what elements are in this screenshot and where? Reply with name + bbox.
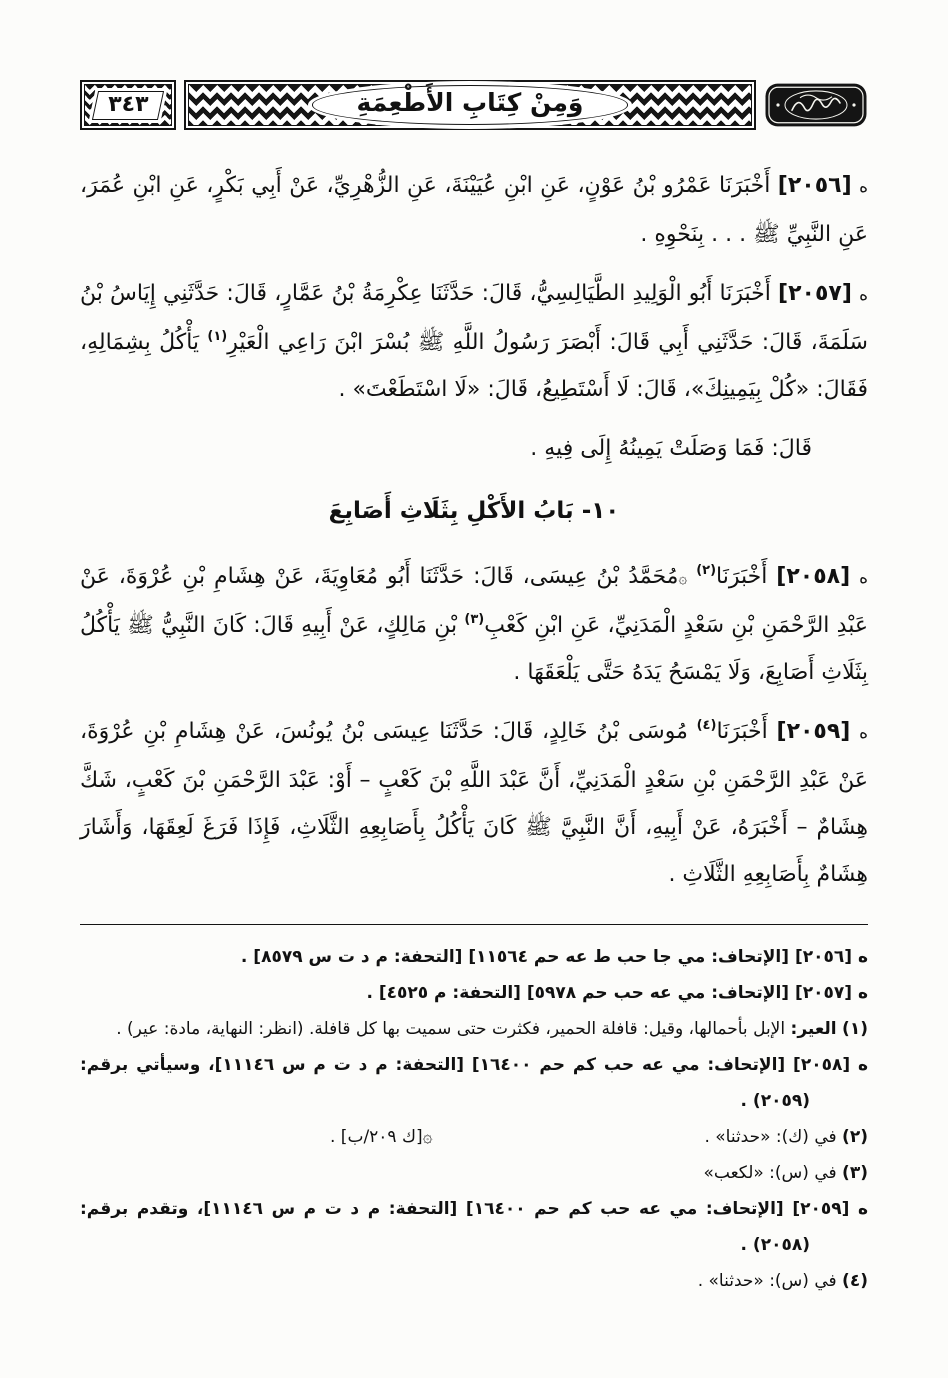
hadith-text: أَخْبَرَنَا عَمْرُو بْنُ عَوْنٍ، عَنِ ابْنِ عُيَيْنَةَ، عَنِ الزُّهْرِيِّ، عَنْ أَبِي بَكْرٍ، عَنِ ابْنِ عُمَرَ، عَنِ النَّبِيِّ ﷺ . . . بِنَحْوِهِ . xyxy=(80,173,868,247)
hadith-number-2059: [٢٠٥٩] xyxy=(776,719,851,744)
footnote-cite-2059 xyxy=(80,1191,868,1263)
folio-marker-icon: ۞ xyxy=(678,569,688,587)
chapter-title: وَمِنْ كِتَابِ الأَطْعِمَةِ xyxy=(312,85,629,125)
page-number-ornament xyxy=(84,84,172,126)
footnote-ref-1: (١) xyxy=(207,329,228,344)
hadith-2059 xyxy=(80,708,868,898)
footnote-term: العير: xyxy=(790,1019,837,1039)
hadith-number-2056: [٢٠٥٦] xyxy=(777,173,852,198)
page-header xyxy=(80,80,868,130)
footnote-4-variant xyxy=(80,1263,868,1299)
footnote-text: [الإتحاف: مي عه حب كم حم ١٦٤٠٠] [التحفة: م د ت م س ١١١٤٦]، وسيأتي برقم: (٢٠٥٩) . xyxy=(80,1055,810,1111)
footnote-text: الإبل بأحمالها، وقيل: قافلة الحمير، فكثرت حتى سميت بها كل قافلة. (انظر: النهاية، مادة: عير) . xyxy=(116,1019,786,1039)
footnote-label: (٣) xyxy=(842,1163,868,1183)
publisher-stamp-icon xyxy=(764,80,868,130)
footnote-text: في (س): «لكعب» xyxy=(703,1163,837,1183)
footnote-label: (٢) xyxy=(842,1127,868,1147)
page-number-box xyxy=(80,80,176,130)
footnote-label: ه [٢٠٥٨] xyxy=(793,1055,868,1075)
section-heading: ١٠- بَابُ الأَكْلِ بِثَلَاثِ أَصَابِعَ xyxy=(328,498,620,524)
footnote-label: ه [٢٠٥٩] xyxy=(792,1199,869,1219)
hadith-text: مُحَمَّدُ بْنُ عِيسَى، قَالَ: حَدَّثَنَا أَبُو مُعَاوِيَةَ، عَنْ هِشَامِ بْنِ عُرْوَةَ، عَنْ عَبْدِ الرَّحْمَنِ بْنِ سَعْدٍ الْمَدَنِيِّ، عَنِ ابْنِ كَعْبِ xyxy=(80,564,868,638)
hadith-marker: ه xyxy=(859,285,868,305)
hadith-number-2057: [٢٠٥٧] xyxy=(778,281,852,306)
footnote-text: [الإتحاف: مي عه حب حم ٥٩٧٨] [التحفة: م ٤٥٢٥] . xyxy=(366,983,790,1003)
footnote-text: [الإتحاف: مي عه حب كم حم ١٦٤٠٠] [التحفة: م د ت م س ١١١٤٦]، وتقدم برقم: (٢٠٥٨) . xyxy=(80,1199,810,1255)
footnote-text: في (س): «حدثنا» . xyxy=(697,1271,837,1291)
hadith-text: مُوسَى بْنُ خَالِدٍ، قَالَ: حَدَّثَنَا عِيسَى بْنُ يُونُسَ، عَنْ هِشَامِ بْنِ عُرْوَةَ، عَنْ عَبْدِ الرَّحْمَنِ بْنِ سَعْدٍ الْمَدَنِيِّ، أَنَّ عَبْدَ اللَّهِ بْنَ كَعْبٍ – أَوْ: عَبْدَ الرَّحْمَنِ بْنَ كَعْبٍ، شَكَّ هِشَامٌ – أَخْبَرَهُ، عَنْ أَبِيهِ، أَنَّ النَّبِيَّ ﷺ كَانَ يَأْكُلُ بِأَصَابِعِهِ الثَّلَاثِ، فَإِذَا فَرَغَ لَعِقَهَا، وَأَشَارَ هِشَامٌ بِأَصَابِعِهِ الثَّلَاثِ . xyxy=(80,719,868,887)
footnote-cite-2058 xyxy=(80,1047,868,1119)
footnote-1-gloss xyxy=(80,1011,868,1047)
hadith-text: أَخْبَرَنَا xyxy=(716,564,768,589)
footnote-ref-2: (٢) xyxy=(696,563,717,578)
folio-reference: ۞[ك ٢٠٩/ب] . xyxy=(330,1127,433,1147)
hadith-2058 xyxy=(80,553,868,696)
chapter-title-band xyxy=(184,80,756,130)
footnote-text: [الإتحاف: مي جا حب ط عه حم ١١٥٦٤] [التحفة: م د ت س ٨٥٧٩] . xyxy=(240,947,790,967)
footnote-label: ه [٢٠٥٧] xyxy=(794,983,868,1003)
footnote-3-variant xyxy=(80,1155,868,1191)
hadith-2057 xyxy=(80,270,868,413)
footnote-ref-3: (٣) xyxy=(464,612,485,627)
hadith-2056 xyxy=(80,162,868,258)
hadith-text: أَخْبَرَنَا xyxy=(716,719,768,744)
footnote-label: (٤) xyxy=(842,1271,868,1291)
footnote-2-variant xyxy=(80,1119,868,1155)
page-number xyxy=(92,91,164,120)
footnote-main xyxy=(704,1119,868,1155)
page-number-value: ٣٤٣ xyxy=(108,91,149,117)
main-text xyxy=(80,162,868,898)
footnote-ref-4: (٤) xyxy=(696,718,717,733)
hadith-marker: ه xyxy=(859,723,868,743)
hadith-marker: ه xyxy=(859,177,869,197)
footnote-cite-2056 xyxy=(80,939,868,975)
hadith-text: يَأْكُلُ بِشِمَالِهِ، فَقَالَ: «كُلْ بِيَمِينِكَ»، قَالَ: لَا أَسْتَطِيعُ، قَالَ: «لَا اسْتَطَعْتَ» . xyxy=(80,330,868,402)
footnote-label: ه [٢٠٥٦] xyxy=(794,947,868,967)
footnote-label: (١) xyxy=(842,1019,868,1039)
hadith-number-2058: [٢٠٥٨] xyxy=(776,564,851,589)
hadith-marker: ه xyxy=(859,568,868,588)
footnote-cite-2057 xyxy=(80,975,868,1011)
hadith-text: بْنِ مَالِكٍ، عَنْ أَبِيهِ قَالَ: كَانَ النَّبِيُّ ﷺ يَأْكُلُ بِثَلَاثِ أَصَابِعَ، وَلَا يَمْسَحُ يَدَهُ حَتَّى يَلْعَقَهَا . xyxy=(80,613,868,685)
footnote-text: في (ك): «حدثنا» . xyxy=(704,1127,837,1147)
hadith-2057-continuation: قَالَ: فَمَا وَصَلَتْ يَمِينُهُ إِلَى فِيهِ . xyxy=(530,436,812,461)
footnotes-section xyxy=(80,924,868,1299)
hadith-text: أَخْبَرَنَا أَبُو الْوَلِيدِ الطَّيَالِسِيُّ، قَالَ: حَدَّثَنَا عِكْرِمَةُ بْنُ عَمَّارٍ، قَالَ: حَدَّثَنِي إِيَاسُ بْنُ سَلَمَةَ، قَالَ: حَدَّثَنِي أَبِي قَالَ: أَبْصَرَ رَسُولُ اللَّهِ ﷺ بُسْرَ ابْنَ رَاعِي الْعَيْرِ xyxy=(80,281,868,355)
band-ornament xyxy=(188,84,752,126)
